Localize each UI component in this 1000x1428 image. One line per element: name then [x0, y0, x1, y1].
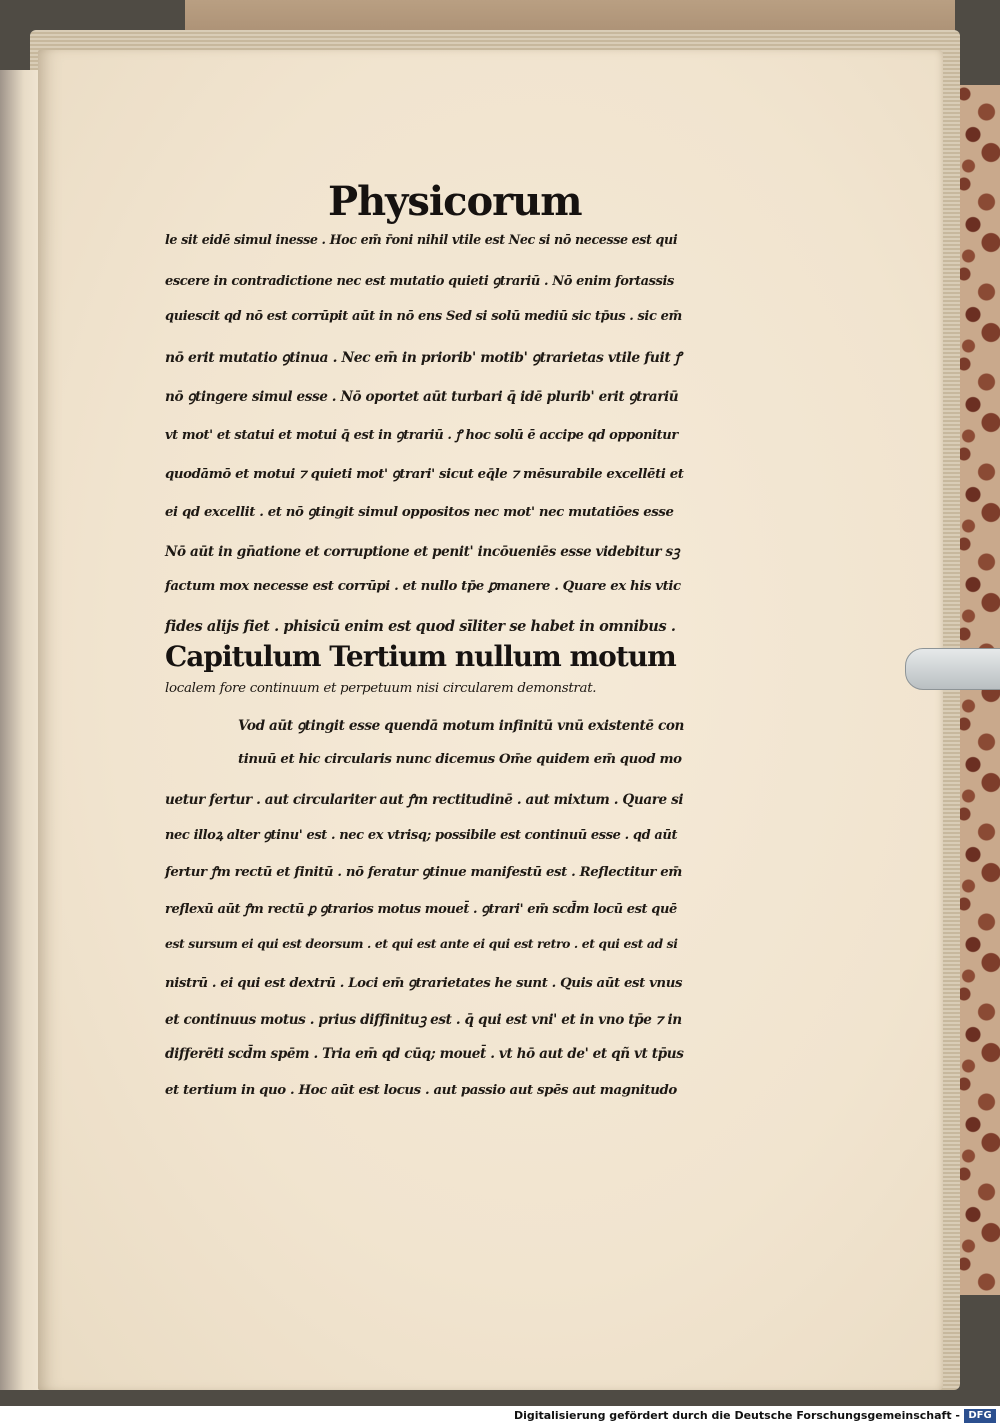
footer-credit: Digitalisierung gefördert durch die Deutsche Forschungsgemeinschaft - [513, 1409, 960, 1422]
page-clip [905, 648, 1000, 690]
text-line: Vod aūt ꝯtingit esse quendā motum infinitū vnū existentē con [238, 718, 684, 734]
text-line: escere in contradictione nec est mutatio quieti ꝯtrariū . Nō enim fortassis [165, 273, 674, 289]
text-line: nistrū . ei qui est dextrū . Loci em̄ ꝯtrarietates he sunt . Quis aūt est vnus [165, 975, 683, 991]
chapter-title: Capitulum Tertium nullum motum [165, 640, 676, 673]
chapter-subtitle: localem fore continuum et perpetuum nisi circularem demonstrat. [165, 681, 597, 696]
running-header: Physicorum [328, 178, 582, 225]
marbled-cover [955, 85, 1000, 1295]
left-facing-page [0, 70, 40, 1390]
text-line: nec illoꝝ alter ꝯtinu' est . nec ex vtrisq; possibile est continuū esse . qd aūt [165, 828, 678, 844]
text-line: uetur fertur . aut circulariter aut ꝭm rectitudinē . aut mixtum . Quare si [165, 791, 684, 808]
dfg-logo: DFG [964, 1409, 996, 1423]
text-line: nō ꝯtingere simul esse . Nō oportet aūt turbari q̄ idē plurib' erit ꝯtrariū [165, 389, 679, 406]
text-line: Nō aūt in gn̄atione et corruptione et penit' incōueniēs esse videbitur sꝫ [165, 543, 680, 560]
text-line: reflexū aūt ꝭm rectū ꝑ ꝯtrarios motus mouet̄ . ꝯtrari' em̄ scd̄m locū est quē [165, 902, 677, 917]
text-line: nō erit mutatio ꝯtinua . Nec em̄ in priorib' motib' ꝯtrarietas vtile fuit ꝭ [165, 349, 681, 366]
text-line: et tertium in quo . Hoc aūt est locus . aut passio aut spēs aut magnitudo [165, 1083, 677, 1098]
text-line: fertur ꝭm rectū et finitū . nō feratur ꝯtinue manifestū est . Reflectitur em̄ [165, 865, 682, 881]
text-line: et continuus motus . prius diffinituꝫ est . q̄ qui est vni' et in vno tp̄e ⁊ in [165, 1012, 682, 1029]
text-line: est sursum ei qui est deorsum . et qui est ante ei qui est retro . et qui est ad si [165, 935, 678, 951]
text-line: quiescit qd nō est corrūpit aūt in nō ens Sed si solū mediū sic tp̄us . sic em̄ [165, 309, 682, 325]
text-line: tinuū et hic circularis nunc dicemus Om̄e quidem em̄ quod mo [238, 751, 682, 767]
text-line: vt mot' et statui et motui q̄ est in ꝯtrariū . ꝭ hoc solū ē accipe qd opponitur [165, 428, 678, 443]
text-line: differēti scd̄m spēm . Tria em̄ qd cūq; mouet̄ . vt hō aut de' et qñ vt tp̄us [165, 1046, 684, 1063]
text-line: quodāmō et motui ⁊ quieti mot' ꝯtrari' sicut eq̄le ⁊ mēsurabile excellēti et [165, 466, 684, 482]
text-line: le sit eidē simul inesse . Hoc em̄ r̄oni nihil vtile est Nec si nō necesse est qui [165, 232, 678, 247]
text-line: ei qd excellit . et nō ꝯtingit simul oppositos nec mot' nec mutatiōes esse [165, 505, 674, 521]
text-line: fides alijs fiet . phisicū enim est quod sīliter se habet in omnibus . [165, 618, 676, 635]
text-line: factum mox necesse est corrūpi . et nullo tp̄e ꝑmanere . Quare ex his vtic [165, 579, 681, 595]
